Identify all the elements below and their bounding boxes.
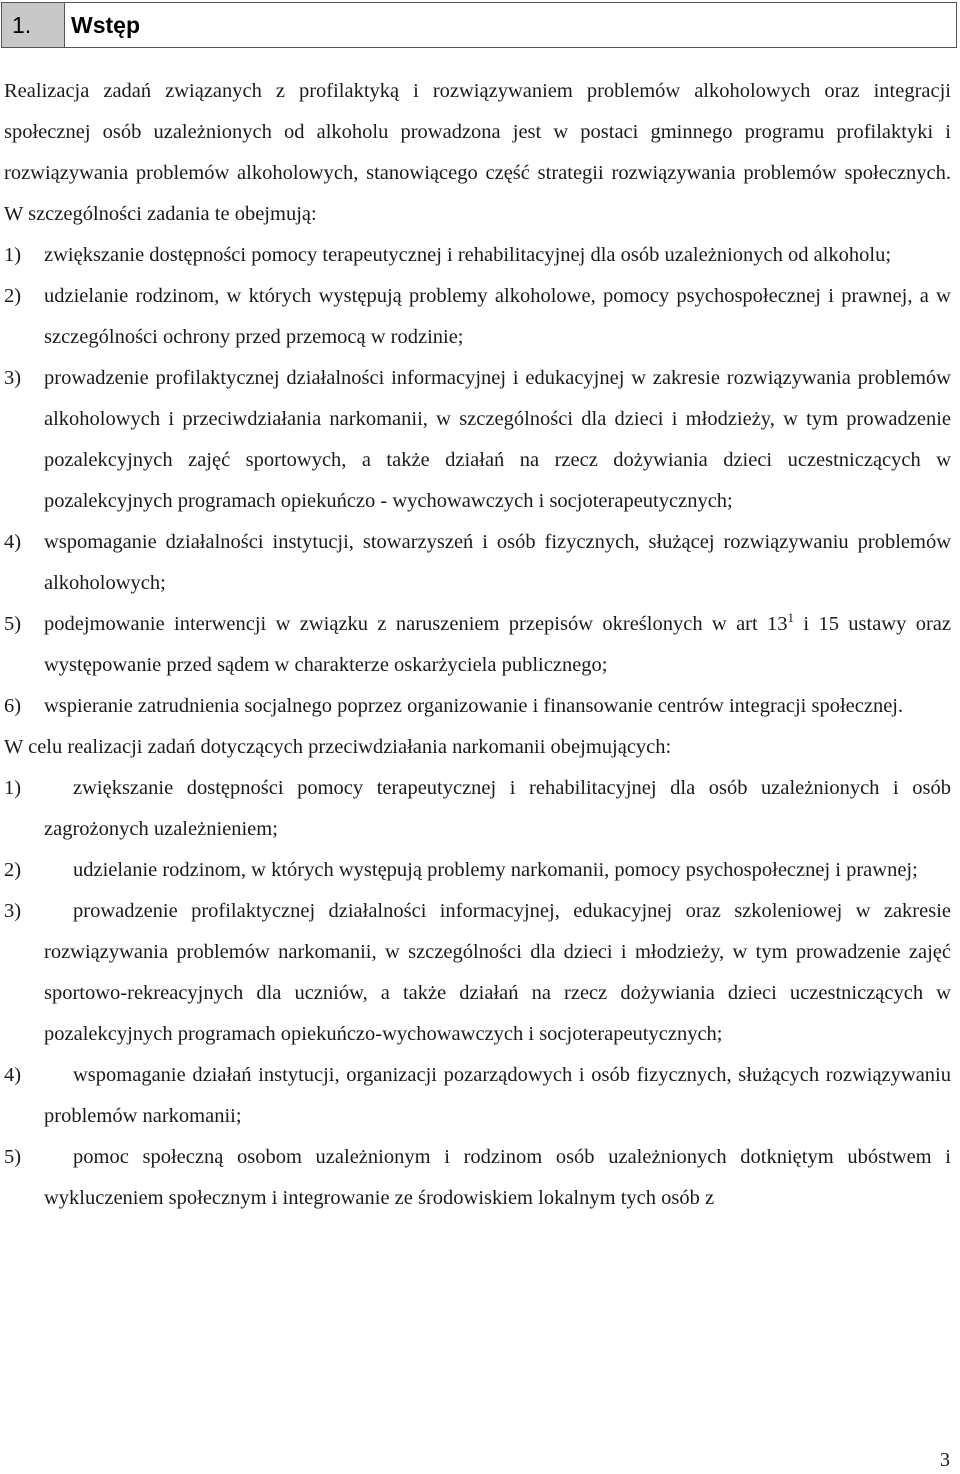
intro-paragraph: Realizacja zadań związanych z profilaktyką i rozwiązywaniem problemów alkoholowych oraz integracji społecznej osób uzależnionych od alkoholu prowadzona jest w postaci gminnego programu profilaktyki i rozwiązywania problemów alkoholowych, stanowiącego część strategii rozwiązywania problemów społecznych. W szczególności zadania te obejmują: — [4, 80, 951, 225]
list-item — [4, 768, 951, 850]
list-item-number: 5) — [4, 1146, 22, 1168]
list-item-text-part: udzielanie rodzinom, w których występują problemy narkomanii, pomocy psychospołecznej i prawnej; — [73, 859, 918, 881]
list-item-text-part: prowadzenie profilaktycznej działalności informacyjnej, edukacyjnej oraz szkoleniowej w zakresie rozwiązywania problemów narkomanii, w szczególności dla dzieci i młodzieży, w tym prowadzenie zajęć sportowo-rekreacyjnych dla uczniów, a także działań na rzecz dożywiania dzieci uczestniczących w pozalekcyjnych programach opiekuńczo-wychowawczych i socjoterapeutycznych; — [44, 900, 951, 1045]
list-item-number: 3) — [4, 900, 22, 922]
document-body — [4, 71, 951, 1219]
list-item-text-part: podejmowanie interwencji w związku z naruszeniem przepisów określonych w art 13 — [44, 613, 788, 635]
list-item — [4, 522, 951, 604]
list-item-number: 1) — [4, 244, 22, 266]
list-item — [4, 850, 951, 891]
list-item-number: 1) — [4, 777, 22, 799]
alcohol-task-list — [4, 235, 951, 727]
list-item — [4, 358, 951, 522]
list-item — [4, 1137, 951, 1219]
list-item-text: prowadzenie profilaktycznej działalności informacyjnej i edukacyjnej w zakresie rozwiązywania problemów alkoholowych i przeciwdziałania narkomanii, w szczególności dla dzieci i młodzieży, w tym prowadzenie pozalekcyjnych zajęć sportowych, a także działań na rzecz dożywiania dzieci uczestniczących w pozalekcyjnych programach opiekuńczo - wychowawczych i socjoterapeutycznych; — [44, 367, 951, 512]
list-item-text — [44, 1137, 951, 1219]
list-item — [4, 686, 951, 727]
list-item-number: 6) — [4, 695, 22, 717]
list-item-text — [44, 768, 951, 850]
list-item-number: 4) — [4, 1064, 22, 1086]
section-title: Wstęp — [71, 11, 140, 38]
list-item-text: wspieranie zatrudnienia socjalnego poprzez organizowanie i finansowanie centrów integracji społecznej. — [44, 695, 904, 717]
list-item-text-part: pomoc społeczną osobom uzależnionym i rodzinom osób uzależnionych dotkniętym ubóstwem i wykluczeniem społecznym i integrowanie ze środowiskiem lokalnym tych osób z — [44, 1146, 951, 1209]
list-item-text — [44, 891, 951, 1055]
superscript: 1 — [787, 610, 795, 626]
list-item-text: wspomaganie działalności instytucji, stowarzyszeń i osób fizycznych, służącej rozwiązywaniu problemów alkoholowych; — [44, 531, 951, 594]
list-item — [4, 891, 951, 1055]
list-item-text — [44, 850, 951, 891]
list-item-text — [44, 1055, 951, 1137]
section-number: 1. — [2, 3, 65, 47]
list-item — [4, 604, 951, 686]
list-item-number: 2) — [4, 859, 22, 881]
list-item-text-part: i 15 ustawy oraz występowanie przed sądem w charakterze oskarżyciela publicznego; — [44, 613, 951, 676]
drug-intro-paragraph: W celu realizacji zadań dotyczących przeciwdziałania narkomanii obejmujących: — [4, 736, 672, 758]
list-item-number: 4) — [4, 531, 22, 553]
list-item-number: 2) — [4, 285, 22, 307]
page-number: 3 — [940, 1449, 950, 1471]
list-item — [4, 276, 951, 358]
list-item — [4, 235, 951, 276]
list-item — [4, 1055, 951, 1137]
list-item-text-part: zwiększanie dostępności pomocy terapeutycznej i rehabilitacyjnej dla osób uzależnionych i osób zagrożonych uzależnieniem; — [44, 777, 951, 840]
list-item-text — [44, 604, 951, 686]
list-item-number: 3) — [4, 367, 22, 389]
section-heading — [1, 2, 957, 48]
list-item-text: udzielanie rodzinom, w których występują problemy alkoholowe, pomocy psychospołecznej i prawnej, a w szczególności ochrony przed przemocą w rodzinie; — [44, 285, 951, 348]
list-item-number: 5) — [4, 613, 22, 635]
list-item-text: zwiększanie dostępności pomocy terapeutycznej i rehabilitacyjnej dla osób uzależnionych od alkoholu; — [44, 244, 892, 266]
list-item-text-part: wspomaganie działań instytucji, organizacji pozarządowych i osób fizycznych, służących rozwiązywaniu problemów narkomanii; — [44, 1064, 951, 1127]
drug-task-list — [4, 768, 951, 1219]
